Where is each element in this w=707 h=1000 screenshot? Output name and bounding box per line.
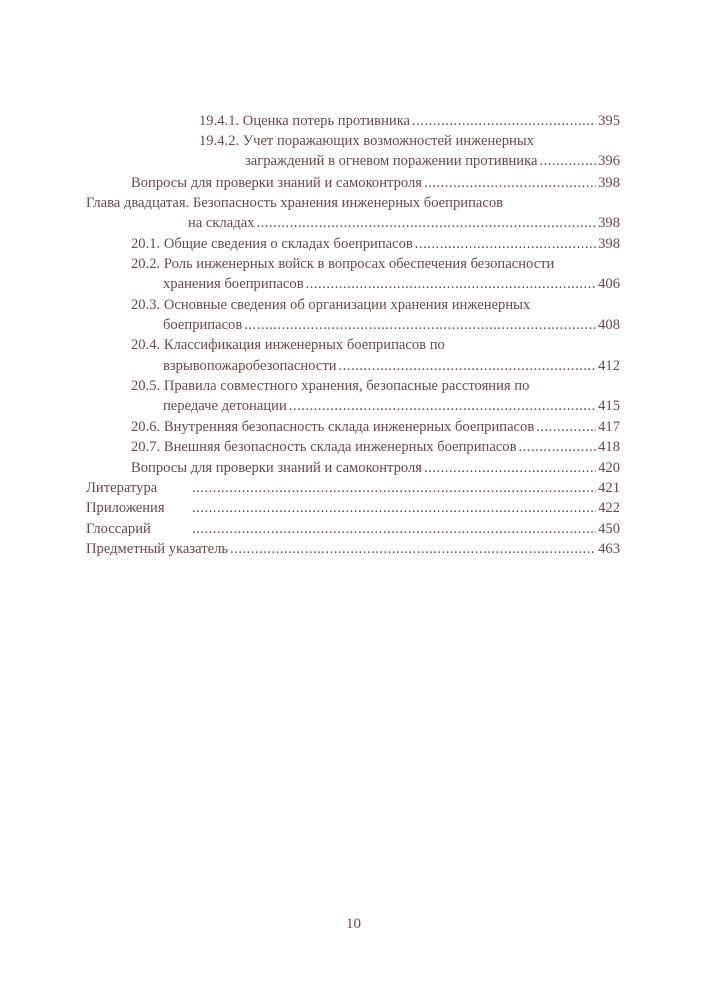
leader-dots [192, 478, 596, 498]
toc-entry-title: 19.4.1. Оценка потерь противника [199, 113, 411, 129]
toc-entry [86, 539, 620, 559]
toc-entry-title: Приложения [86, 500, 165, 516]
toc-entry-title: Вопросы для проверки знаний и самоконтроля [131, 175, 422, 191]
toc-entry-page: 420 [598, 460, 620, 476]
toc-entry-page: 406 [598, 276, 620, 292]
toc-entry [131, 254, 554, 274]
leader-dots [415, 234, 596, 254]
toc-entry [131, 335, 445, 355]
leader-dots [192, 498, 596, 518]
toc-entry-title: 20.3. Основные сведения об организации хранения инженерных [131, 297, 531, 313]
toc-entry [188, 213, 620, 233]
toc-entry-page: 395 [598, 113, 620, 129]
leader-dots [244, 315, 596, 335]
toc-entry-title: хранения боеприпасов [163, 276, 304, 292]
toc-entry-title: Глава двадцатая. Безопасность хранения инженерных боеприпасов [86, 195, 504, 211]
leader-dots [536, 417, 596, 437]
toc-entry [199, 131, 534, 151]
toc-entry [245, 151, 620, 171]
toc-entry [163, 315, 620, 335]
toc-entry [86, 498, 620, 518]
leader-dots [289, 396, 596, 416]
toc-entry-page: 450 [598, 521, 620, 537]
toc-entry-page: 408 [598, 317, 620, 333]
toc-entry-title: 20.5. Правила совместного хранения, безопасные расстояния по [131, 378, 530, 394]
leader-dots [519, 437, 597, 457]
leader-dots [230, 539, 596, 559]
toc-entry-page: 415 [598, 398, 620, 414]
toc-entry-title: боеприпасов [163, 317, 243, 333]
leader-dots [424, 458, 596, 478]
leader-dots [306, 274, 597, 294]
toc-entry-title: 20.6. Внутренняя безопасность склада инженерных боеприпасов [131, 419, 535, 435]
toc-entry [163, 274, 620, 294]
leader-dots [192, 519, 596, 539]
toc-entry [199, 111, 620, 131]
toc-entry-page: 417 [598, 419, 620, 435]
toc-entry-title: на складах [188, 215, 255, 231]
toc-entry-page: 412 [598, 358, 620, 374]
leader-dots [424, 173, 596, 193]
toc-entry-title: 20.1. Общие сведения о складах боеприпасов [131, 236, 413, 252]
toc-entry-title: Вопросы для проверки знаний и самоконтроля [131, 460, 422, 476]
toc-entry [131, 376, 529, 396]
toc-entry-title: 20.2. Роль инженерных войск в вопросах обеспечения безопасности [131, 256, 555, 272]
toc-entry-title: 20.7. Внешняя безопасность склада инженерных боеприпасов [131, 439, 517, 455]
toc-entry-page: 421 [598, 480, 620, 496]
toc-entry [131, 234, 620, 254]
toc-entry-page: 396 [598, 153, 620, 169]
leader-dots [339, 356, 597, 376]
toc-entry-title: взрывопожаробезопасности [163, 358, 337, 374]
toc-entry [131, 437, 620, 457]
toc-entry-page: 398 [598, 236, 620, 252]
toc-entry-page: 463 [598, 541, 620, 557]
toc-entry-title: передаче детонации [163, 398, 287, 414]
toc-entry-title: 20.4. Классификация инженерных боеприпасов по [131, 337, 445, 353]
leader-dots [256, 213, 596, 233]
toc-entry-page: 398 [598, 175, 620, 191]
toc-entry-title: Предметный указатель [86, 541, 229, 557]
page-number: 10 [346, 916, 361, 932]
toc-entry-title: заграждений в огневом поражении противника [245, 153, 538, 169]
toc-entry [86, 519, 620, 539]
toc-entry-page: 418 [598, 439, 620, 455]
toc-entry [131, 458, 620, 478]
toc-entry [131, 295, 530, 315]
toc-entry-title: Литература [86, 480, 158, 496]
leader-dots [412, 111, 596, 131]
toc-entry [163, 396, 620, 416]
toc-chapter [86, 193, 503, 213]
toc-entry-page: 398 [598, 215, 620, 231]
leader-dots [539, 151, 596, 171]
toc-entry [131, 173, 620, 193]
toc-entry-page: 422 [598, 500, 620, 516]
toc-entry [163, 356, 620, 376]
toc-entry-title: Глоссарий [86, 521, 151, 537]
toc-entry-title: 19.4.2. Учет поражающих возможностей инженерных [199, 133, 534, 149]
toc-entry [131, 417, 620, 437]
toc-entry [86, 478, 620, 498]
